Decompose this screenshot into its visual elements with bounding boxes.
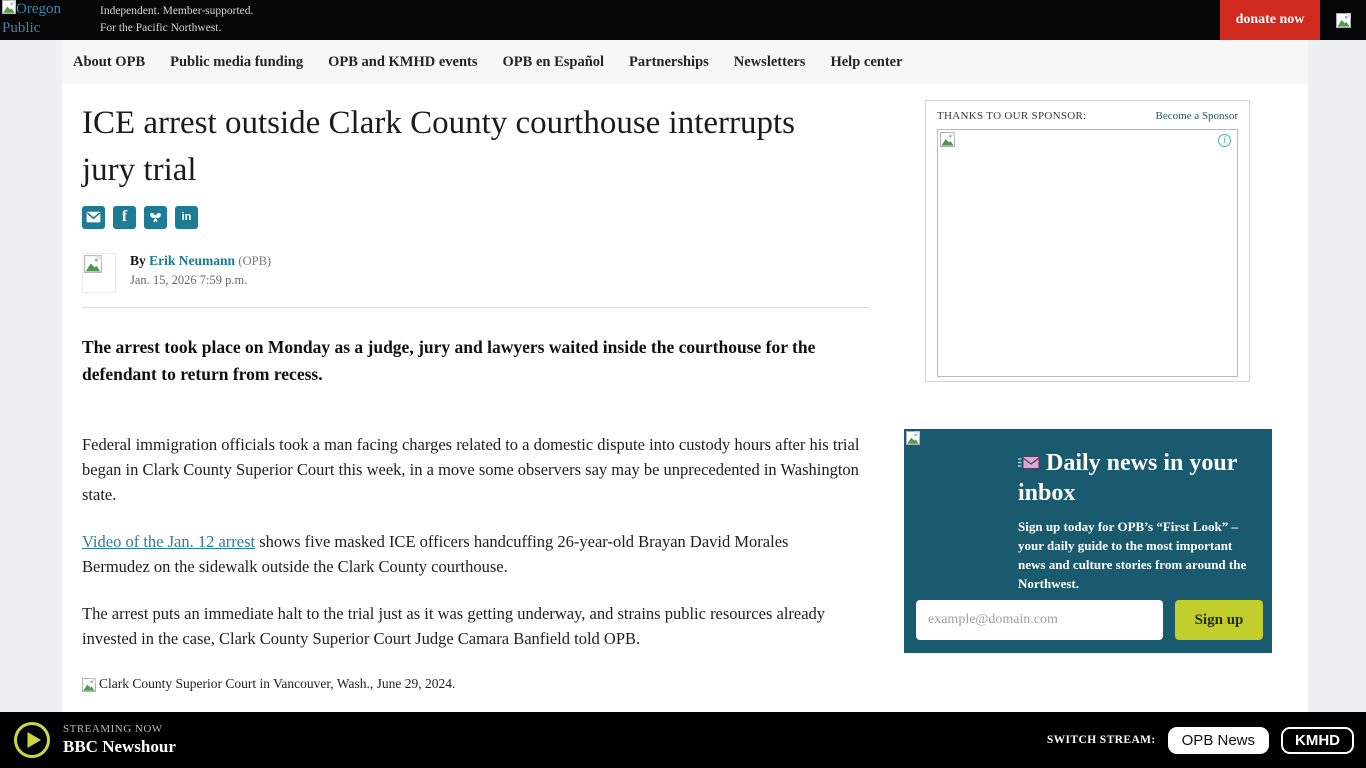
article-paragraph [82,529,860,579]
sponsor-module [925,100,1250,382]
newsletter-body: Sign up today for OPB’s “First Look” – your daily guide to the most important news and culture stories from around the Northwest. [1018,519,1247,591]
newsletter-email-input[interactable] [916,600,1163,640]
author-link[interactable]: Erik Neumann [149,252,236,268]
streaming-now-label: STREAMING NOW [63,723,163,735]
site-logo[interactable] [0,0,94,40]
article-image-alt-text: Clark County Superior Court in Vancouver, Wash., June 29, 2024. [99,675,456,691]
content-wrapper [62,40,1308,712]
article-paragraph: Federal immigration officials took a man facing charges related to a domestic dispute into custody hours after his trial began in Clark County Superior Court this week, in a move some observers say may be unprecedented in Washington state. [82,434,860,505]
play-icon [13,721,51,759]
stream-switcher [1047,727,1354,754]
article-paragraph: The arrest puts an immediate halt to the trial just as it was getting underway, and strains public resources already invested in the case, Clark County Superior Court Judge Camara Banfield told OPB. [82,604,826,649]
broken-image-icon [82,678,96,692]
audio-player-bar [0,712,1366,768]
incoming-envelope-icon [1018,455,1040,471]
broken-image-icon [2,0,16,14]
sidebar [904,100,1272,692]
linkedin-share-icon[interactable]: in [175,206,198,229]
byline-block [82,253,882,293]
sponsor-ad[interactable] [937,129,1238,377]
donate-button[interactable]: donate now [1220,0,1320,40]
broken-image-icon [84,255,102,273]
stream-button-opb-news[interactable]: OPB News [1168,727,1269,754]
byline-divider [82,307,869,308]
newsletter-signup-button[interactable]: Sign up [1175,600,1263,640]
nav-item-events[interactable]: OPB and KMHD events [328,53,478,70]
broken-image-icon [1336,13,1351,28]
sponsor-label: THANKS TO OUR SPONSOR: [937,110,1087,122]
newsletter-form [916,600,1263,640]
current-program: BBC Newshour [63,737,176,756]
nav-item-about-opb[interactable]: About OPB [73,53,146,70]
article-image [82,676,882,692]
article-column [82,100,882,692]
header-tagline: Independent. Member-supported. For the Pacific Northwest. [100,4,254,34]
become-sponsor-link[interactable]: Become a Sponsor [1155,110,1238,122]
newsletter-signup-module [904,429,1272,653]
main-nav [62,40,1308,84]
author-org: (OPB) [238,253,272,268]
stream-info [63,723,176,757]
stream-button-kmhd[interactable]: KMHD [1281,727,1354,754]
paragraph-text: shows five masked ICE officers handcuffing 26-year-old Brayan David Morales Bermudez on the sidewalk outside the Clark County courthouse. [82,532,789,577]
header-search-button[interactable] [1320,0,1366,40]
ad-info-icon[interactable]: i [1218,134,1231,147]
article-lede: The arrest took place on Monday as a judge, jury and lawyers waited inside the courthouse for the defendant to return from recess. [82,336,816,384]
broken-image-icon [940,132,955,147]
video-arrest-link[interactable]: Video of the Jan. 12 arrest [82,532,256,552]
switch-stream-label: SWITCH STREAM: [1046,734,1156,746]
facebook-share-icon[interactable]: f [113,206,136,229]
broken-image-icon [906,431,920,445]
publish-date: Jan. 15, 2026 7:59 p.m. [130,272,248,287]
main-area [62,84,1308,692]
nav-item-en-espanol[interactable]: OPB en Español [502,53,605,70]
nav-item-partnerships[interactable]: Partnerships [629,53,709,70]
byline-prefix: By [130,252,146,268]
nav-item-help-center[interactable]: Help center [830,53,903,70]
site-header [0,0,1366,40]
nav-item-public-media-funding[interactable]: Public media funding [170,53,304,70]
logo-alt-text: Oregon Public [2,1,61,36]
social-share-row [82,206,882,229]
byline-text [130,253,271,288]
author-avatar [82,253,116,293]
email-share-icon[interactable] [82,206,105,229]
bluesky-share-icon[interactable] [144,206,167,229]
nav-item-newsletters[interactable]: Newsletters [733,53,806,70]
newsletter-title: Daily news in your inbox [1018,450,1237,506]
play-button[interactable] [13,721,51,759]
article-title: ICE arrest outside Clark County courthouse interrupts jury trial [82,105,796,188]
